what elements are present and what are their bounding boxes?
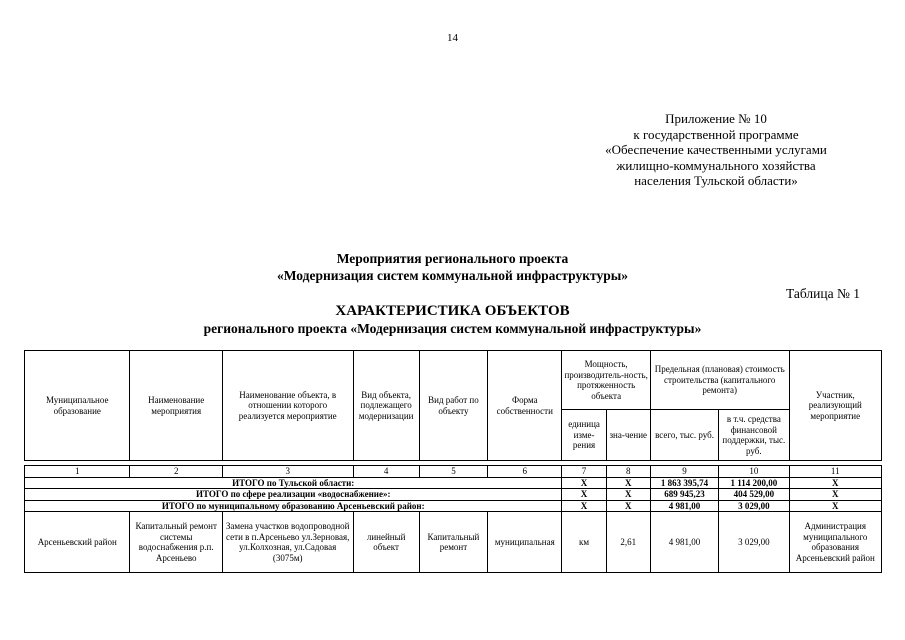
total-participant: Х — [789, 500, 881, 512]
column-number: 11 — [789, 466, 881, 478]
project-title — [0, 250, 905, 284]
header-cost: Предельная (плановая) стоимость строительства (капитального ремонта) — [650, 351, 789, 410]
header-row — [25, 351, 882, 410]
total-label: ИТОГО по муниципальному образованию Арсеньевский район: — [25, 500, 562, 512]
appendix-line: к государственной программе — [633, 126, 799, 142]
total-unit: Х — [562, 500, 606, 512]
appendix-line: «Обеспечение качественными услугами — [605, 142, 827, 157]
header-ownership: Форма собственности — [488, 351, 562, 461]
cell-participant: Администрация муниципального образования Арсеньевский район — [789, 512, 881, 573]
column-number: 1 — [25, 466, 130, 478]
total-unit: Х — [562, 489, 606, 501]
cell-object: Замена участков водопроводной сети в п.Арсеньево ул.Зерновая, ул.Колхозная, ул.Садовая (3075м) — [222, 512, 353, 573]
cell-unit: км — [562, 512, 606, 573]
characteristics-title — [0, 302, 905, 337]
total-support: 1 114 200,00 — [719, 477, 789, 489]
total-label: ИТОГО по сфере реализации «водоснабжение»: — [25, 489, 562, 501]
page-number: 14 — [447, 32, 458, 44]
total-row-region — [25, 477, 882, 489]
objects-table — [24, 350, 882, 573]
total-row-water-supply — [25, 489, 882, 501]
cell-work-type: Капитальный ремонт — [419, 512, 487, 573]
header-work-type: Вид работ по объекту — [419, 351, 487, 461]
total-unit: Х — [562, 477, 606, 489]
total-participant: Х — [789, 489, 881, 501]
total-value: Х — [606, 489, 650, 501]
appendix-header — [585, 111, 847, 189]
total-value: Х — [606, 477, 650, 489]
cell-object-type: линейный объект — [353, 512, 419, 573]
cell-ownership: муниципальная — [488, 512, 562, 573]
total-participant: Х — [789, 477, 881, 489]
appendix-line: населения Тульской области» — [634, 173, 798, 188]
total-value: Х — [606, 500, 650, 512]
project-title-line: Мероприятия регионального проекта — [336, 251, 569, 266]
column-number: 9 — [650, 466, 718, 478]
column-number: 3 — [222, 466, 353, 478]
total-cost: 4 981,00 — [650, 500, 718, 512]
total-row-arsenyevsky — [25, 500, 882, 512]
header-participant: Участник, реализующий мероприятие — [789, 351, 881, 461]
header-financial-support: в т.ч. средства финансовой поддержки, тыс. руб. — [719, 410, 789, 461]
table-label: Таблица № 1 — [786, 286, 860, 301]
cell-municipality: Арсеньевский район — [25, 512, 130, 573]
header-activity-name: Наименование мероприятия — [130, 351, 222, 461]
header-object-name: Наименование объекта, в отношении которого реализуется мероприятие — [222, 351, 353, 461]
cell-total-cost: 4 981,00 — [650, 512, 718, 573]
cell-activity: Капитальный ремонт системы водоснабжения р.п. Арсеньево — [130, 512, 222, 573]
column-number: 5 — [419, 466, 487, 478]
header-total-cost: всего, тыс. руб. — [650, 410, 718, 461]
column-number: 4 — [353, 466, 419, 478]
header-object-type: Вид объекта, подлежащего модернизации — [353, 351, 419, 461]
appendix-line: Приложение № 10 — [665, 111, 767, 126]
appendix-line: жилищно-коммунального хозяйства — [616, 157, 816, 173]
project-title-line: «Модернизация систем коммунальной инфраструктуры» — [276, 268, 628, 283]
header-unit: единица изме-рения — [562, 410, 606, 461]
column-number: 6 — [488, 466, 562, 478]
column-number: 8 — [606, 466, 650, 478]
column-number: 7 — [562, 466, 606, 478]
total-cost: 689 945,23 — [650, 489, 718, 501]
header-capacity: Мощность, производитель-ность, протяженность объекта — [562, 351, 650, 410]
table-row — [25, 512, 882, 573]
total-support: 3 029,00 — [719, 500, 789, 512]
column-numbers-row — [25, 466, 882, 478]
characteristics-title-main: ХАРАКТЕРИСТИКА ОБЪЕКТОВ — [335, 303, 570, 319]
header-value: зна-чение — [606, 410, 650, 461]
header-municipality: Муниципальное образование — [25, 351, 130, 461]
total-label: ИТОГО по Тульской области: — [25, 477, 562, 489]
total-support: 404 529,00 — [719, 489, 789, 501]
column-number: 2 — [130, 466, 222, 478]
cell-support: 3 029,00 — [719, 512, 789, 573]
column-number: 10 — [719, 466, 789, 478]
total-cost: 1 863 395,74 — [650, 477, 718, 489]
cell-value: 2,61 — [606, 512, 650, 573]
characteristics-title-sub: регионального проекта «Модернизация систем коммунальной инфраструктуры» — [203, 321, 702, 336]
